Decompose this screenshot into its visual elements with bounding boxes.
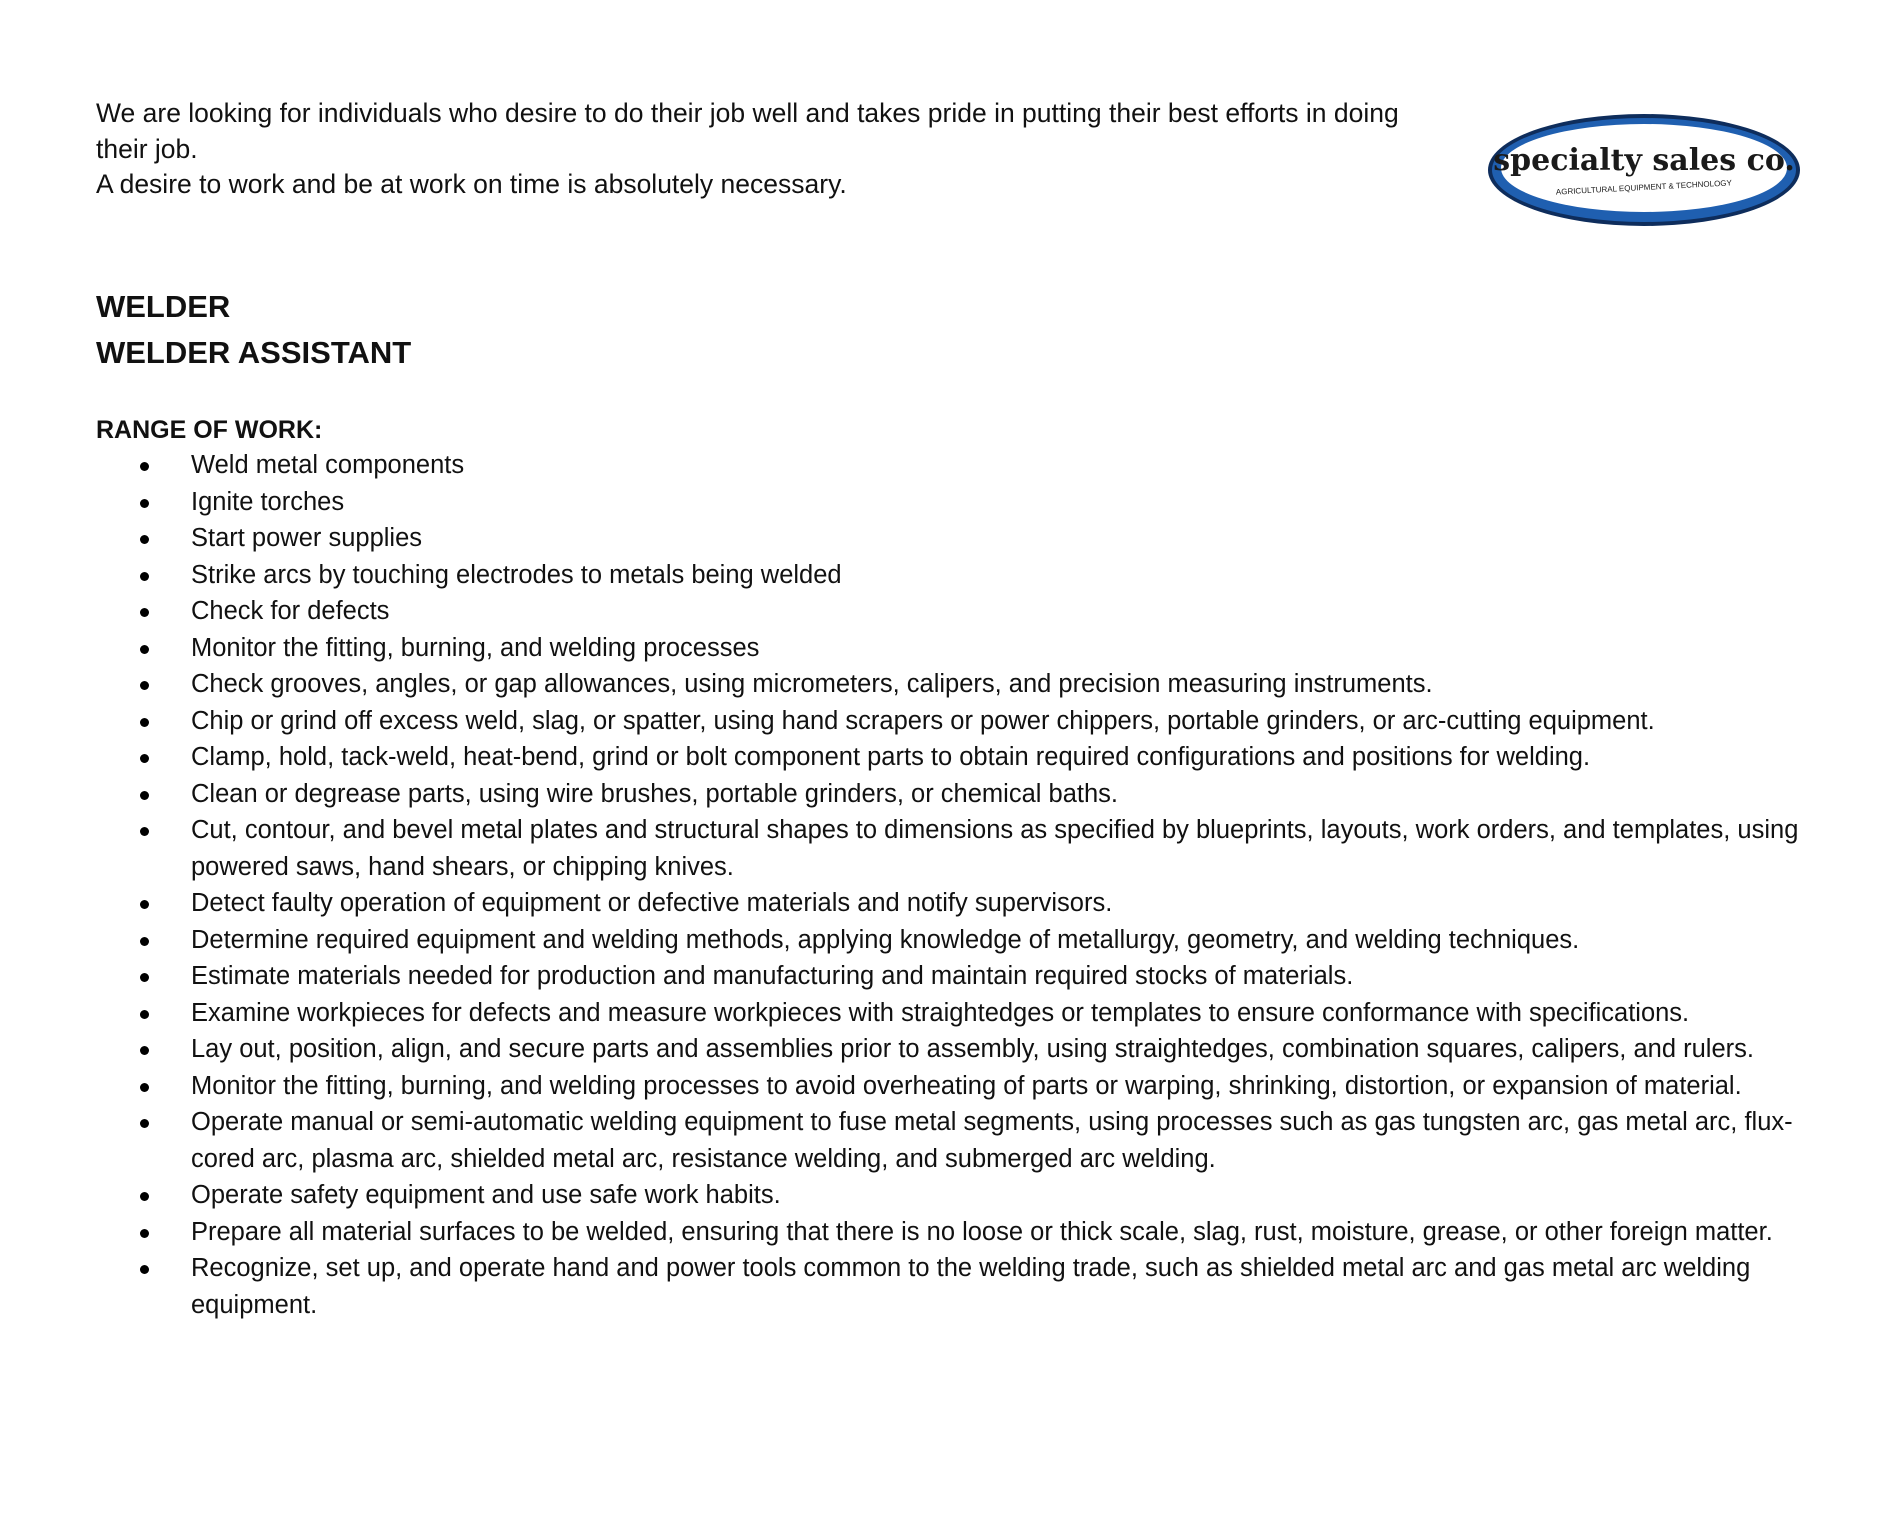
list-item [96,666,1816,703]
list-item [96,703,1816,740]
bullet-icon [140,1119,149,1128]
list-item [96,739,1816,776]
bullet-icon [140,973,149,982]
list-item [96,557,1816,594]
bullet-icon [140,1192,149,1201]
list-item-text: Ignite torches [191,487,345,516]
company-logo [1484,108,1804,232]
bullet-icon [140,1229,149,1238]
list-item-text: Start power supplies [191,524,423,552]
bullet-icon [140,1083,149,1092]
bullet-icon [140,608,149,617]
job-title-welder-assistant: WELDER ASSISTANT [96,335,412,370]
bullet-icon [140,1265,149,1274]
bullet-icon [140,900,149,909]
bullet-icon [140,827,149,836]
list-item-text: Monitor the fitting, burning, and welding processes to avoid overheating of parts or warping, shrinking, distortion, or expansion of material. [191,1071,1742,1100]
list-item-text: Lay out, position, align, and secure parts and assemblies prior to assembly, using straightedges, combination squares, calipers, and rulers. [191,1035,1754,1063]
list-item-text: Cut, contour, and bevel metal plates and structural shapes to dimensions as specified by blueprints, layouts, work orders, and templates, using powered saws, hand shears, or chipping knives. [191,816,1799,881]
list-item-text: Estimate materials needed for production and manufacturing and maintain required stocks of materials. [191,962,1354,990]
bullet-icon [140,754,149,763]
list-item [96,1177,1816,1214]
intro-line-2: A desire to work and be at work on time is absolutely necessary. [96,169,847,199]
list-item [96,995,1816,1032]
list-item [96,1104,1816,1177]
intro-text [96,96,1456,203]
bullet-icon [140,1046,149,1055]
list-item-text: Check grooves, angles, or gap allowances, using micrometers, calipers, and precision measuring instruments. [191,670,1433,698]
list-item-text: Check for defects [191,597,390,625]
bullet-icon [140,572,149,581]
list-item-text: Examine workpieces for defects and measure workpieces with straightedges or templates to ensure conformance with specifications. [191,998,1690,1027]
list-item-text: Clean or degrease parts, using wire brushes, portable grinders, or chemical baths. [191,779,1118,808]
bullet-icon [140,937,149,946]
list-item-text: Strike arcs by touching electrodes to metals being welded [191,560,842,589]
list-item [96,630,1816,667]
list-item [96,1068,1816,1105]
bullet-icon [140,791,149,800]
list-item [96,593,1816,630]
list-item [96,776,1816,813]
list-item-text: Clamp, hold, tack-weld, heat-bend, grind or bolt component parts to obtain required configurations and positions for welding. [191,743,1591,771]
list-item [96,484,1816,521]
list-item [96,922,1816,959]
job-title-welder: WELDER [96,289,231,324]
list-item [96,812,1816,885]
intro-line-1: We are looking for individuals who desire to do their job well and takes pride in putting their best efforts in doing their job. [96,98,1399,164]
bullet-icon [140,1010,149,1019]
list-item-text: Operate safety equipment and use safe work habits. [191,1181,781,1209]
list-item-text: Operate manual or semi-automatic welding equipment to fuse metal segments, using processes such as gas tungsten arc, gas metal arc, flux-cored arc, plasma arc, shielded metal arc, resistance welding, and submerged arc welding. [191,1108,1793,1173]
bullet-icon [140,681,149,690]
list-item-text: Detect faulty operation of equipment or defective materials and notify supervisors. [191,889,1113,917]
list-item-text: Recognize, set up, and operate hand and power tools common to the welding trade, such as shielded metal arc and gas metal arc welding equipment. [191,1254,1751,1319]
list-item-text: Prepare all material surfaces to be welded, ensuring that there is no loose or thick scale, slag, rust, moisture, grease, or other foreign matter. [191,1217,1773,1246]
logo-tagline: AGRICULTURAL EQUIPMENT & TECHNOLOGY [1555,178,1733,197]
list-item [96,1031,1816,1068]
list-item-text: Determine required equipment and welding methods, applying knowledge of metallurgy, geometry, and welding techniques. [191,925,1580,954]
list-item-text: Weld metal components [191,451,465,479]
range-of-work-heading: RANGE OF WORK: [96,416,323,444]
bullet-icon [140,718,149,727]
bullet-icon [140,499,149,508]
list-item-text: Monitor the fitting, burning, and welding processes [191,633,760,662]
list-item-text: Chip or grind off excess weld, slag, or spatter, using hand scrapers or power chippers, portable grinders, or arc-cutting equipment. [191,706,1655,735]
list-item [96,958,1816,995]
range-of-work-list [96,447,1816,1323]
list-item [96,447,1816,484]
bullet-icon [140,535,149,544]
list-item [96,520,1816,557]
bullet-icon [140,462,149,471]
job-titles [96,284,411,376]
list-item [96,885,1816,922]
list-item [96,1250,1816,1323]
logo-name: specialty sales co. [1493,143,1795,178]
list-item [96,1214,1816,1251]
bullet-icon [140,645,149,654]
